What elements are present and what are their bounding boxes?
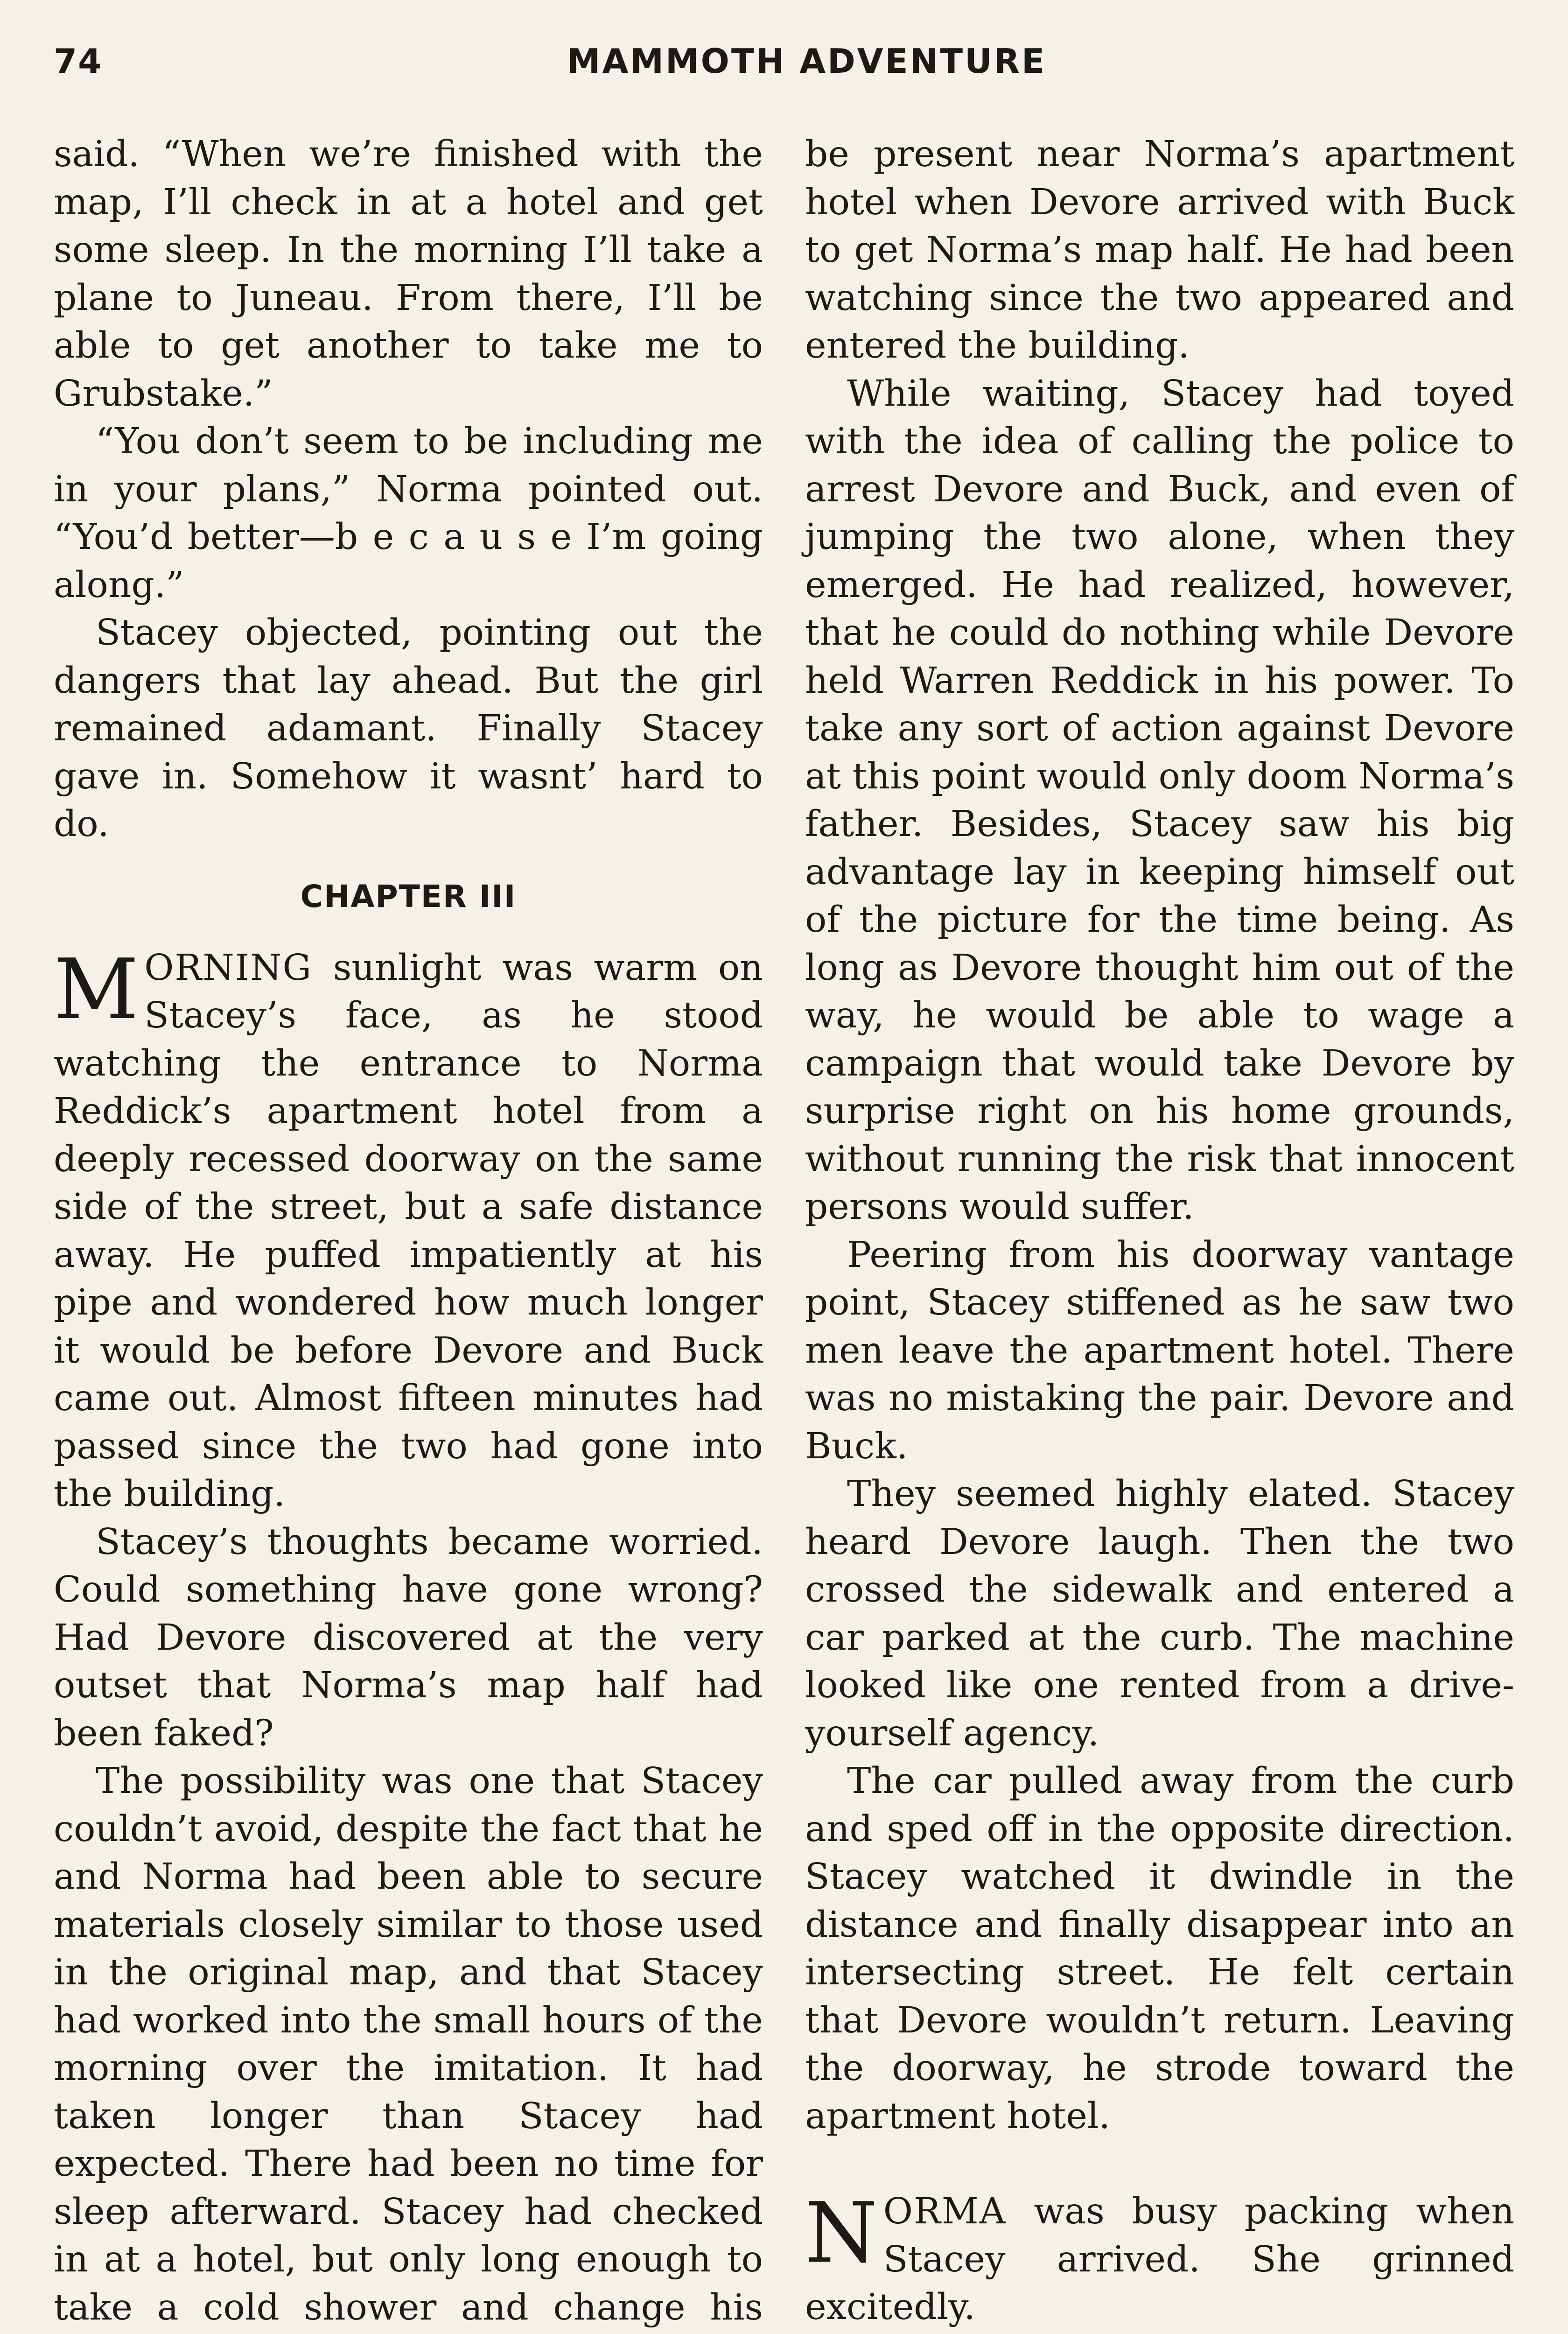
section-break bbox=[805, 2140, 1514, 2188]
opening-word: ORMA bbox=[883, 2191, 1007, 2232]
paragraph: “You don’t seem to be including me in your plans,” Norma pointed out. “You’d better—b e c a u s e I’m going along.” bbox=[54, 421, 763, 606]
chapter-opening-paragraph bbox=[54, 941, 763, 1519]
page-number: 74 bbox=[54, 42, 103, 81]
drop-cap: M bbox=[54, 941, 139, 1038]
opening-word: ORNING bbox=[144, 947, 313, 989]
paragraph-text: was busy packing when Stacey arrived. She grinned excitedly. bbox=[805, 2191, 1514, 2328]
chapter-heading: CHAPTER III bbox=[300, 878, 517, 914]
paragraph-text: sunlight was warm on Stacey’s face, as he stood watching the entrance to Norma Reddick’s apartment hotel from a deeply recessed doorway on the same side of the street, but a safe distance away. He puffed impatiently at his pipe and wondered how much longer it would be before Devore and Buck came out. Almost fifteen minutes had passed since the two had gone into the building. bbox=[54, 947, 763, 1515]
running-title: MAMMOTH ADVENTURE bbox=[567, 42, 1047, 81]
right-column bbox=[805, 131, 1514, 2334]
paragraph: Stacey objected, pointing out the dangers that lay ahead. But the girl remained adamant. Finally Stacey gave in. Somehow it wasnt’ hard to do. bbox=[54, 612, 763, 845]
paragraph bbox=[805, 2332, 1514, 2334]
page-header bbox=[54, 35, 1510, 91]
paragraph: Peering from his doorway vantage point, Stacey stiffened as he saw two men leave the apartment hotel. There was no mistaking the pair. Devore and Buck. bbox=[805, 1234, 1514, 1467]
paragraph: They seemed highly elated. Stacey heard Devore laugh. Then the two crossed the sidewalk and entered a car parked at the curb. The machine looked like one rented from a drive-yourself agency. bbox=[805, 1473, 1514, 1754]
paragraph: The possibility was one that Stacey couldn’t avoid, despite the fact that he and Norma had been able to secure materials closely similar to those used in the original map, and that Stacey had worked into the small hours of the morning over the imitation. It had taken longer than Stacey had expected. There had been no time for sleep afterward. Stacey had checked in at a hotel, but only long enough to take a cold shower and change his bbox=[54, 1760, 763, 2328]
paragraph: Stacey’s thoughts became worried. Could something have gone wrong? Had Devore discovered at the very outset that Norma’s map half had been faked? bbox=[54, 1521, 763, 1754]
left-column bbox=[54, 131, 763, 2334]
paragraph: said. “When we’re finished with the map, I’ll check in at a hotel and get some sleep. In the morning I’ll take a plane to Juneau. From there, I’ll be able to get another to take me to Grubstake.” bbox=[54, 134, 763, 415]
section-opening-paragraph bbox=[805, 2185, 1514, 2332]
drop-cap: N bbox=[805, 2185, 878, 2281]
paragraph: be present near Norma’s apartment hotel when Devore arrived with Buck to get Norma’s map half. He had been watching since the two appeared and entered the building. bbox=[805, 134, 1514, 366]
paragraph: While waiting, Stacey had toyed with the idea of calling the police to arrest Devore and Buck, and even of jumping the two alone, when they emerged. He had realized, however, that he could do nothing while Devore held Warren Reddick in his power. To take any sort of action against Devore at this point would only doom Norma’s father. Besides, Stacey saw his big advantage lay in keeping himself out of the picture for the time being. As long as Devore thought him out of the way, he would be able to wage a campaign that would take Devore by surprise right on his home grounds, without running the risk that innocent persons would suffer. bbox=[805, 373, 1514, 1228]
paragraph: The car pulled away from the curb and sped off in the opposite direction. Stacey watched it dwindle in the distance and finally disappear into an intersecting street. He felt certain that Devore wouldn’t return. Leaving the doorway, he strode toward the apartment hotel. bbox=[805, 1760, 1514, 2137]
